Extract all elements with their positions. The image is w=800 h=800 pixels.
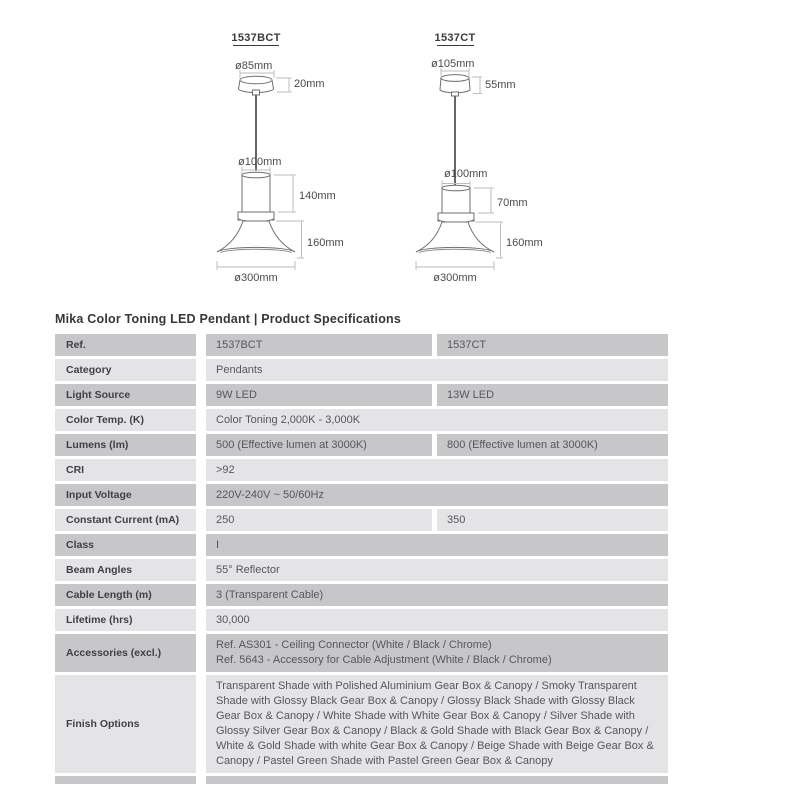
canopy-top [240,76,272,84]
row-value: >92 [206,459,668,481]
row-value: 13W LED [437,384,668,406]
shade [217,221,295,252]
row-cable-length [55,584,668,606]
row-value [206,634,668,672]
dim-line [276,221,304,258]
row-value: 220V-240V ~ 50/60Hz [206,484,668,506]
row-label: Input Voltage [55,484,196,506]
cable-grip [452,92,459,96]
canopy-height-label: 55mm [485,79,516,91]
row-constant-current [55,509,668,531]
dim-line [475,222,503,258]
diagram-1537ct [416,32,543,284]
row-value: 55° Reflector [206,559,668,581]
canopy-diameter-label: ø85mm [235,60,273,72]
row-label: Category [55,359,196,381]
gearbox-height-label: 140mm [299,190,336,202]
accessory-line: Ref. AS301 - Ceiling Connector (White / Black / Chrome) [216,639,492,651]
table-row-partial [55,776,668,784]
cable-grip [253,90,260,95]
row-label: Constant Current (mA) [55,509,196,531]
row-label [55,776,196,784]
row-value: Pendants [206,359,668,381]
gearbox [242,175,270,212]
dim-line [274,175,296,212]
row-value: 30,000 [206,609,668,631]
row-label: Beam Angles [55,559,196,581]
dimension-diagrams [0,0,800,310]
row-value: 350 [437,509,668,531]
shade [416,222,494,252]
row-value: 500 (Effective lumen at 3000K) [206,434,432,456]
row-light-source [55,384,668,406]
row-value [206,776,668,784]
dim-line [474,188,494,213]
gearbox-top [242,172,270,178]
row-label: Ref. [55,334,196,356]
row-lumens [55,434,668,456]
gearbox [442,188,470,213]
shade-rim [220,249,292,252]
gearbox-diameter-label: ø100mm [238,156,282,168]
row-label: Lifetime (hrs) [55,609,196,631]
row-finish-options [55,675,668,773]
dim-line [416,261,494,270]
shade-diameter-label: ø300mm [234,272,278,284]
page-title: Mika Color Toning LED Pendant | Product Specifications [55,312,402,326]
row-ref [55,334,668,356]
shade-rim [419,249,491,252]
row-value: 9W LED [206,384,432,406]
row-value: 250 [206,509,432,531]
gearbox-top [442,185,470,191]
gearbox-height-label: 70mm [497,197,528,209]
row-category [55,359,668,381]
row-class [55,534,668,556]
row-label: CRI [55,459,196,481]
row-input-voltage [55,484,668,506]
dim-line [276,78,292,92]
row-label: Color Temp. (K) [55,409,196,431]
row-value: Color Toning 2,000K - 3,000K [206,409,668,431]
dim-line [217,261,295,270]
canopy-height-label: 20mm [294,78,325,90]
row-lifetime [55,609,668,631]
spec-table [55,334,668,784]
row-value: I [206,534,668,556]
row-value: 800 (Effective lumen at 3000K) [437,434,668,456]
row-accessories [55,634,668,672]
row-label: Finish Options [55,675,196,773]
row-value: 1537BCT [206,334,432,356]
row-label: Lumens (lm) [55,434,196,456]
row-label: Class [55,534,196,556]
canopy-top [441,75,469,82]
accessory-line: Ref. 5643 - Accessory for Cable Adjustment (White / Black / Chrome) [216,654,552,666]
row-label: Light Source [55,384,196,406]
model-label: 1537BCT [231,32,281,44]
dim-line [472,77,482,94]
model-label: 1537CT [434,32,476,44]
row-value: Transparent Shade with Polished Aluminium Gear Box & Canopy / Smoky Transparent Shade with Glossy Black Gear Box & Canopy / Glossy Black Shade with Glossy Black Gear Box & Canopy / White Shade with White Gear Box & Canopy / Silver Shade with Glossy Silver Gear Box & Canopy / Black & Gold Shade with Black Gear Box & Canopy / White & Gold Shade with white Gear Box & Canopy / Beige Shade with Beige Gear Box & Canopy / Pastel Green Shade with Pastel Green Gear Box & Canopy [206,675,668,773]
row-value: 1537CT [437,334,668,356]
shade-diameter-label: ø300mm [433,272,477,284]
row-label: Cable Length (m) [55,584,196,606]
row-beam-angles [55,559,668,581]
row-color-temp [55,409,668,431]
gearbox-diameter-label: ø100mm [444,168,488,180]
shade-height-label: 160mm [506,237,543,249]
row-value: 3 (Transparent Cable) [206,584,668,606]
row-cri [55,459,668,481]
diagram-1537bct [217,32,344,284]
canopy-diameter-label: ø105mm [431,58,475,70]
shade-height-label: 160mm [307,237,344,249]
row-label: Accessories (excl.) [55,634,196,672]
